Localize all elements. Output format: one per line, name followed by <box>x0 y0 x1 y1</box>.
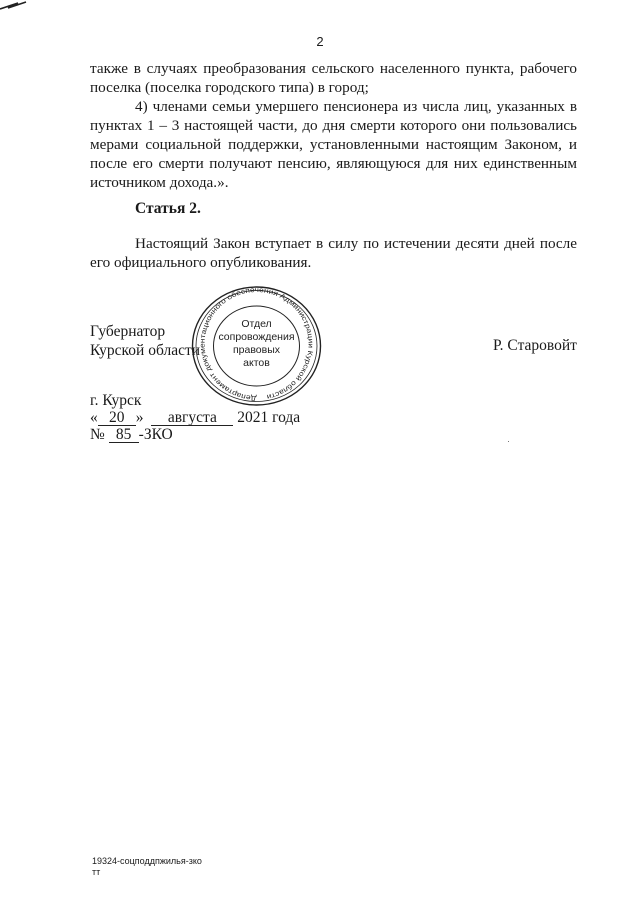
law-number: 85 <box>109 427 139 443</box>
seal-line: актов <box>243 357 270 369</box>
date-year: 2021 года <box>237 409 301 426</box>
date-day: 20 <box>98 410 136 426</box>
city: г. Курск <box>90 392 142 409</box>
article-2-body <box>90 234 577 272</box>
seal-ring-text: Департамент документационного обеспечения Администрации Курской области <box>199 286 314 402</box>
page-number: 2 <box>316 34 324 49</box>
signatory-position <box>90 322 200 360</box>
scan-speck <box>508 441 509 442</box>
operator-initials: тт <box>92 867 101 877</box>
paragraph-continuation: также в случаях преобразования сельского населенного пункта, рабочего поселка (поселка городского типа) в город; <box>90 60 577 96</box>
close-quote: » <box>135 409 144 426</box>
seal-line: сопровождения <box>218 331 295 343</box>
seal-line: Отдел <box>241 318 272 330</box>
date-month: августа <box>151 410 233 426</box>
open-quote: « <box>90 409 98 426</box>
signatory-title: Губернатор <box>90 323 166 340</box>
file-code: 19324-соцподдпжилья-зко <box>92 856 202 866</box>
document-footer <box>92 856 202 878</box>
seal-center-text <box>189 318 324 370</box>
article-2-text: Настоящий Закон вступает в силу по истечении десяти дней после его официального опубликования. <box>90 235 577 271</box>
place-date-number <box>90 392 300 443</box>
number-sign: № <box>90 426 105 443</box>
article-2-title: Статья 2. <box>135 200 201 217</box>
scan-corner-mark <box>0 0 30 12</box>
seal-line: правовых <box>232 344 281 356</box>
paragraph-item-4: 4) членами семьи умершего пенсионера из числа лиц, указанных в пунктах 1 – 3 настоящей части, до дня смерти которого они пользовались мерами социальной поддержки, установленными настоящим Законом, и после его смерти получают пенсию, являющуюся для них единственным источником дохода.». <box>90 98 577 191</box>
date-line <box>90 409 300 426</box>
law-text-continuation <box>90 59 577 192</box>
law-number-line <box>90 426 300 443</box>
signatory-name: Р. Старовойт <box>493 337 577 354</box>
official-seal <box>189 284 324 408</box>
law-number-suffix: -ЗКО <box>138 426 173 443</box>
signatory-region: Курской области <box>90 342 201 359</box>
